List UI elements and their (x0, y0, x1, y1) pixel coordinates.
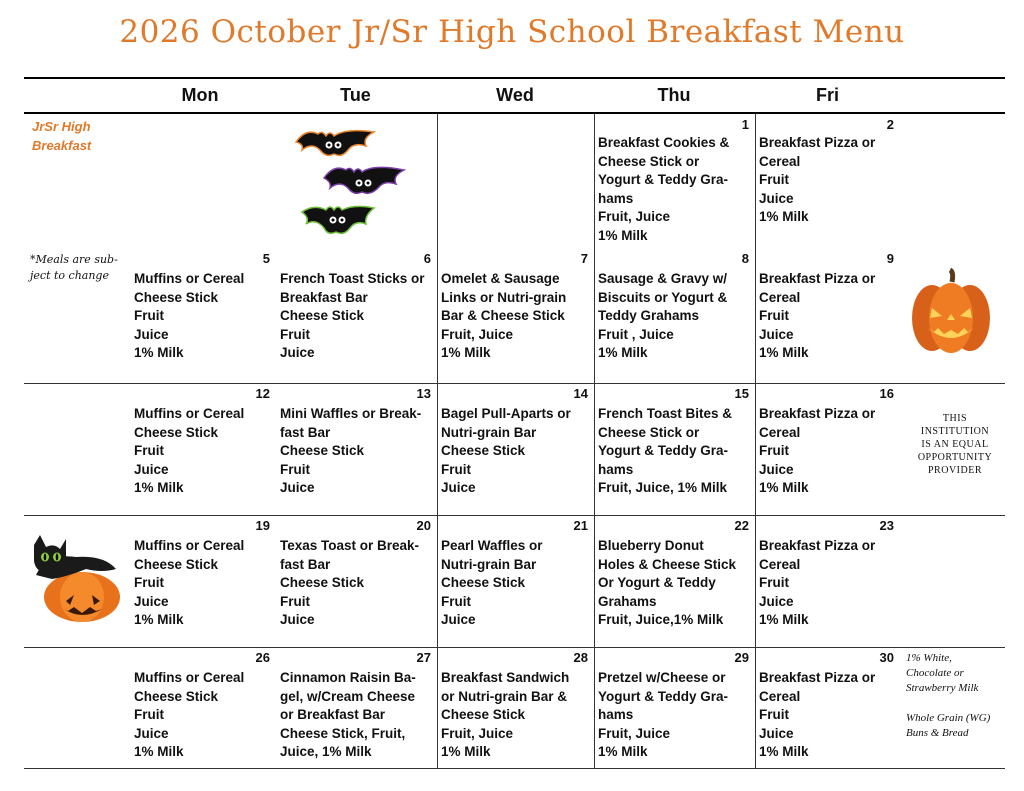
menu-item: Juice (759, 593, 794, 609)
menu-item: Omelet & Sausage (441, 271, 560, 286)
menu-item: Fruit (441, 593, 471, 609)
menu-item: Fruit, Juice,1% Milk (598, 612, 724, 628)
side-title (32, 117, 91, 155)
day-number: 2 (886, 117, 894, 132)
menu-item: Breakfast Bar (280, 289, 368, 305)
menu-item: Muffins or Cereal (134, 271, 245, 286)
menu-item: French Toast Sticks or (280, 271, 425, 286)
menu-item: 1% Milk (759, 209, 809, 225)
menu-item: Fruit (280, 593, 310, 609)
menu-item: Juice (759, 190, 794, 206)
day-number: 26 (255, 650, 270, 665)
menu-item: or Breakfast Bar (280, 707, 386, 723)
menu-item: Texas Toast or Break- (280, 538, 420, 553)
menu-item: Grahams (598, 593, 657, 609)
menu-cell (598, 270, 727, 363)
menu-cell (759, 134, 875, 227)
equal-opportunity-line: IS AN EQUAL (921, 439, 989, 450)
menu-item: Breakfast Cookies & (598, 135, 730, 150)
menu-item: Fruit , Juice (598, 326, 674, 342)
day-number: 14 (573, 386, 588, 401)
menu-item: 1% Milk (441, 345, 491, 361)
menu-item: Or Yogurt & Teddy (598, 575, 716, 591)
bats-icon (292, 126, 417, 238)
menu-item: Juice (134, 461, 169, 477)
equal-opportunity-line: THIS (942, 413, 968, 424)
menu-item: Juice (759, 326, 794, 342)
menu-item: 1% Milk (598, 345, 648, 361)
menu-cell (280, 537, 419, 630)
day-number: 28 (573, 650, 588, 665)
menu-item: Cereal (759, 556, 801, 572)
menu-item: Juice (134, 593, 169, 609)
menu-item: Fruit, Juice (441, 326, 514, 342)
day-number: 20 (416, 518, 431, 533)
menu-cell (598, 669, 728, 762)
grid-row-divider (24, 383, 1005, 384)
milk-note-line (906, 696, 990, 711)
day-number: 16 (879, 386, 894, 401)
milk-note (906, 651, 990, 741)
day-header-tue: Tue (340, 85, 371, 105)
milk-note-line: Strawberry Milk (906, 682, 979, 694)
menu-item: 1% Milk (598, 227, 648, 243)
menu-item: 1% Milk (759, 345, 809, 361)
menu-item: 1% Milk (598, 744, 648, 760)
day-number: 15 (734, 386, 749, 401)
jack-o-lantern-icon (910, 268, 992, 354)
menu-item: Fruit (759, 308, 789, 324)
menu-item: Fruit (441, 461, 471, 477)
menu-item: 1% Milk (759, 744, 809, 760)
menu-item: Nutri-grain Bar (441, 424, 537, 440)
menu-cell (598, 537, 736, 630)
milk-note-line: 1% White, (906, 652, 952, 664)
menu-cell (134, 405, 244, 498)
menu-item: Bar & Cheese Stick (441, 308, 565, 324)
menu-item: 1% Milk (134, 612, 184, 628)
grid-row-divider (24, 768, 1005, 769)
menu-item: Juice (134, 326, 169, 342)
menu-cell (441, 669, 569, 762)
menu-item: Cheese Stick (134, 556, 219, 572)
menu-item: Yogurt & Teddy Gra- (598, 443, 729, 459)
menu-item: Cheese Stick (134, 688, 219, 704)
menu-item: 1% Milk (134, 480, 184, 496)
day-header-fri: Fri (815, 85, 839, 105)
menu-item: Juice (134, 725, 169, 741)
menu-cell (280, 669, 416, 762)
menu-item: 1% Milk (134, 345, 184, 361)
side-title-line: JrSr High (32, 119, 91, 134)
menu-item: Juice (280, 612, 315, 628)
menu-cell (598, 134, 729, 246)
menu-item: hams (598, 707, 634, 723)
menu-item: French Toast Bites & (598, 406, 733, 421)
menu-item: Cereal (759, 424, 801, 440)
side-note (30, 252, 118, 284)
menu-item: Holes & Cheese Stick (598, 556, 737, 572)
day-number: 22 (734, 518, 749, 533)
menu-item: Fruit (759, 707, 789, 723)
menu-cell (441, 270, 566, 363)
menu-item: Juice (759, 461, 794, 477)
menu-item: fast Bar (280, 556, 331, 572)
menu-item: Fruit (134, 707, 164, 723)
menu-item: Cheese Stick (280, 575, 365, 591)
menu-item: Fruit (280, 326, 310, 342)
menu-item: Muffins or Cereal (134, 538, 245, 553)
day-number: 9 (886, 251, 894, 266)
menu-item: Juice (280, 345, 315, 361)
menu-item: Muffins or Cereal (134, 670, 245, 685)
menu-item: Juice (280, 480, 315, 496)
menu-item: Fruit (759, 443, 789, 459)
menu-item: or Nutri-grain Bar & (441, 688, 568, 704)
menu-item: Juice (441, 612, 476, 628)
menu-item: Fruit, Juice (598, 725, 671, 741)
menu-cell (134, 270, 244, 363)
menu-item: Cheese Stick (441, 707, 526, 723)
menu-item: Nutri-grain Bar (441, 556, 537, 572)
menu-item: 1% Milk (441, 744, 491, 760)
day-number: 30 (879, 650, 894, 665)
menu-item: Breakfast Pizza or (759, 406, 876, 421)
equal-opportunity-statement (905, 412, 1005, 477)
menu-item: Cheese Stick (441, 443, 526, 459)
side-note-line: ject to change (30, 269, 109, 282)
menu-item: Cheese Stick (280, 308, 365, 324)
menu-item: Sausage & Gravy w/ (598, 271, 728, 286)
day-number: 13 (416, 386, 431, 401)
day-number: 1 (741, 117, 749, 132)
menu-item: Fruit (134, 443, 164, 459)
menu-item: 1% Milk (759, 480, 809, 496)
day-number: 21 (573, 518, 588, 533)
menu-item: Fruit (134, 308, 164, 324)
day-number: 5 (262, 251, 270, 266)
menu-item: Breakfast Pizza or (759, 135, 876, 150)
day-number: 6 (423, 251, 431, 266)
menu-item: Cheese Stick (134, 424, 219, 440)
menu-item: Muffins or Cereal (134, 406, 245, 421)
day-number: 29 (734, 650, 749, 665)
menu-cell (441, 405, 571, 498)
menu-item: Pearl Waffles or (441, 538, 543, 553)
menu-item: Breakfast Pizza or (759, 538, 876, 553)
menu-cell (134, 669, 244, 762)
menu-item: Cheese Stick or (598, 153, 700, 169)
menu-item: Yogurt & Teddy Gra- (598, 688, 729, 704)
menu-item: Fruit, Juice (598, 209, 671, 225)
day-number: 23 (879, 518, 894, 533)
day-number: 12 (255, 386, 270, 401)
menu-item: 1% Milk (759, 612, 809, 628)
grid-row-divider (24, 647, 1005, 648)
menu-item: Breakfast Sandwich (441, 670, 570, 685)
menu-cell (598, 405, 732, 498)
menu-item: Fruit, Juice, 1% Milk (598, 480, 728, 496)
menu-item: Cheese Stick (441, 575, 526, 591)
menu-item: Mini Waffles or Break- (280, 406, 422, 421)
menu-item: hams (598, 190, 634, 206)
menu-item: Breakfast Pizza or (759, 670, 876, 685)
menu-cell (759, 537, 875, 630)
equal-opportunity-line: OPPORTUNITY (917, 452, 993, 463)
menu-item: 1% Milk (134, 744, 184, 760)
menu-item: Cheese Stick (280, 443, 365, 459)
menu-item: Fruit, Juice (441, 725, 514, 741)
menu-item: Cheese Stick, Fruit, (280, 725, 406, 741)
menu-item: Blueberry Donut (598, 538, 704, 553)
menu-item: gel, w/Cream Cheese (280, 688, 416, 704)
menu-item: Teddy Grahams (598, 308, 700, 324)
header-bottom-rule (24, 112, 1005, 114)
menu-item: Juice (759, 725, 794, 741)
grid-column-divider (755, 114, 756, 768)
grid-row-divider (24, 515, 1005, 516)
menu-cell (759, 405, 875, 498)
menu-item: Cinnamon Raisin Ba- (280, 670, 416, 685)
day-header-thu: Thu (657, 85, 691, 105)
page-title: 2026 October Jr/Sr High School Breakfast Menu (119, 14, 905, 50)
menu-item: Cheese Stick (134, 289, 219, 305)
milk-note-line: Whole Grain (WG) (906, 712, 991, 724)
day-number: 19 (255, 518, 270, 533)
menu-item: Bagel Pull-Aparts or (441, 406, 571, 421)
menu-item: Yogurt & Teddy Gra- (598, 172, 729, 188)
menu-item: Links or Nutri-grain (441, 289, 567, 305)
cat-pumpkin-icon (26, 535, 126, 623)
menu-cell (441, 537, 543, 630)
menu-item: Fruit (759, 172, 789, 188)
day-header-mon: Mon (181, 85, 219, 105)
grid-column-divider (437, 114, 438, 768)
menu-cell (280, 270, 425, 363)
side-note-line: *Meals are sub- (30, 253, 118, 266)
menu-item: Cereal (759, 153, 801, 169)
menu-item: Fruit (134, 575, 164, 591)
milk-note-line: Buns & Bread (906, 727, 969, 739)
menu-item: Biscuits or Yogurt & (598, 289, 728, 305)
side-title-line: Breakfast (32, 138, 92, 153)
header-top-rule (24, 77, 1005, 79)
day-number: 27 (416, 650, 431, 665)
grid-column-divider (594, 114, 595, 768)
menu-item: Cereal (759, 688, 801, 704)
menu-item: hams (598, 461, 634, 477)
menu-item: Juice (441, 480, 476, 496)
menu-item: Fruit (280, 461, 310, 477)
equal-opportunity-line: PROVIDER (927, 465, 982, 476)
menu-item: Cheese Stick or (598, 424, 700, 440)
menu-item: Breakfast Pizza or (759, 271, 876, 286)
day-number: 8 (741, 251, 749, 266)
milk-note-line: Chocolate or (906, 667, 964, 679)
menu-cell (280, 405, 421, 498)
menu-item: Cereal (759, 289, 801, 305)
menu-item: Fruit (759, 575, 789, 591)
menu-cell (759, 669, 875, 762)
day-number: 7 (580, 251, 588, 266)
menu-item: fast Bar (280, 424, 331, 440)
menu-item: Juice, 1% Milk (280, 744, 372, 760)
equal-opportunity-line: INSTITUTION (920, 426, 990, 437)
menu-item: Pretzel w/Cheese or (598, 670, 726, 685)
menu-cell (759, 270, 875, 363)
menu-cell (134, 537, 244, 630)
day-header-wed: Wed (496, 85, 534, 105)
